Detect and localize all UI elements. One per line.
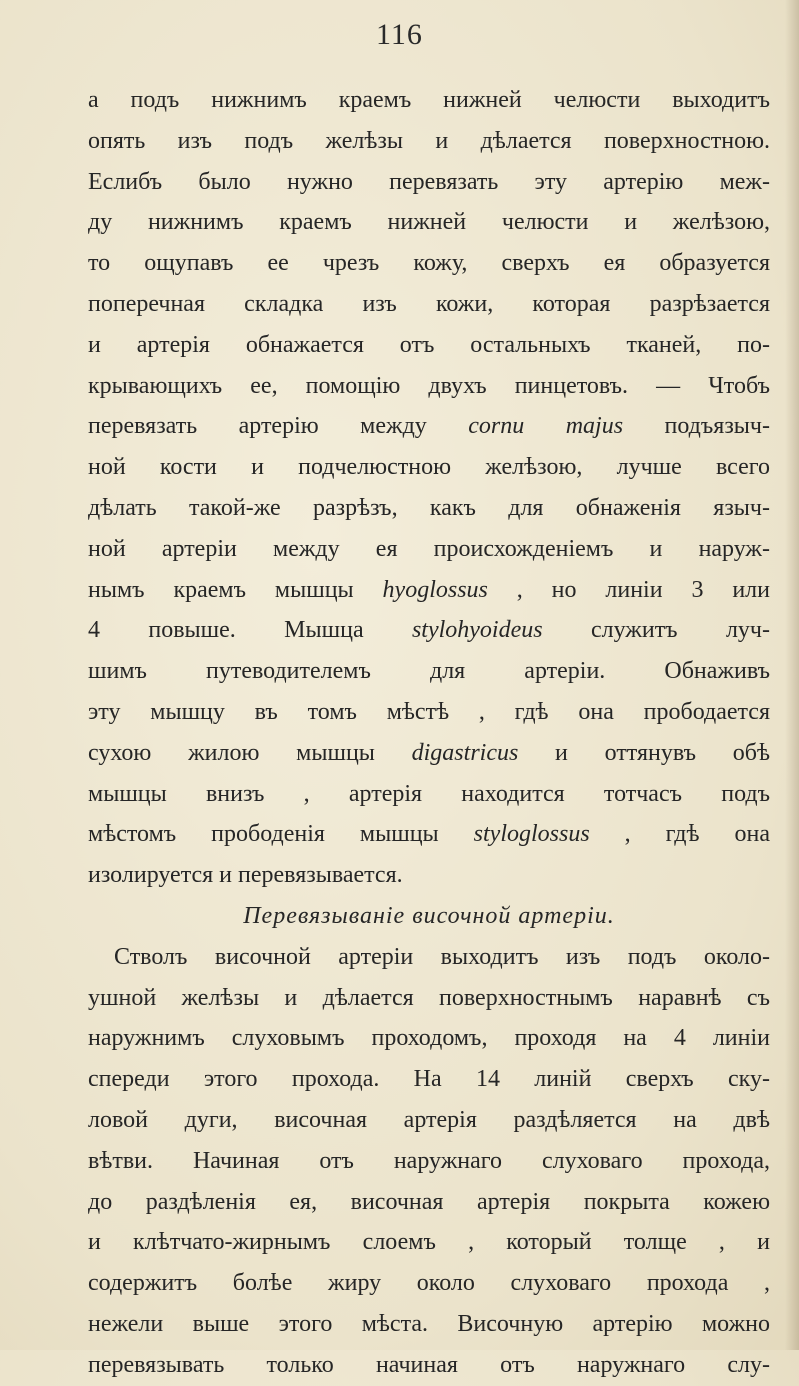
text-segment: а подъ нижнимъ краемъ нижней челюсти выходитъ (88, 87, 770, 113)
text-segment: ловой дуги, височная артерія раздѣляется на двѣ (88, 1106, 770, 1133)
text-segment: спереди этого прохода. На 14 линій сверхъ ску- (88, 1066, 770, 1093)
text-line (88, 447, 770, 488)
latin-term: styloglossus (473, 821, 590, 848)
page-number: 116 (376, 18, 423, 51)
text-segment: опять изъ подъ желѣзы и дѣлается поверхностною. (88, 127, 770, 154)
text-segment: сухою жилою мышцы (88, 739, 412, 766)
text-segment: подъязыч- (623, 413, 770, 440)
text-segment: то ощупавъ ее чрезъ кожу, сверхъ ея образуется (88, 250, 770, 277)
text-line (88, 243, 770, 284)
text-line (88, 570, 770, 611)
text-line (88, 325, 770, 366)
text-line (88, 733, 770, 774)
text-line (88, 529, 770, 570)
text-line (88, 488, 770, 529)
latin-term: stylohyoideus (411, 617, 543, 644)
text-line (88, 937, 770, 978)
text-line (88, 692, 770, 733)
text-segment: ушной желѣзы и дѣлается поверхностнымъ наравнѣ съ (88, 984, 770, 1011)
latin-term: digastricus (411, 739, 519, 766)
text-segment: 4 повыше. Мышца (88, 617, 412, 644)
text-line (88, 366, 770, 407)
text-line (88, 814, 770, 855)
text-segment: перевязать артерію между (88, 413, 469, 440)
text-segment: крывающихъ ее, помощію двухъ пинцетовъ. — Чтобъ (88, 372, 770, 399)
text-segment: служитъ луч- (542, 617, 770, 644)
text-segment: и клѣтчато-жирнымъ слоемъ , который толще , и (88, 1229, 770, 1256)
text-segment: эту мышцу въ томъ мѣстѣ , гдѣ она прободается (88, 698, 770, 725)
text-line (88, 1100, 770, 1141)
text-segment: и оттянувъ обѣ (518, 739, 770, 766)
text-segment: , но линіи 3 или (487, 576, 770, 603)
text-line (88, 651, 770, 692)
text-segment: Еслибъ было нужно перевязать эту артерію меж- (88, 168, 770, 195)
text-line (88, 978, 770, 1019)
text-segment: ной артеріи между ея происхожденіемъ и наруж- (88, 535, 770, 562)
text-line (88, 855, 770, 896)
text-segment: Стволъ височной артеріи выходитъ изъ подъ около- (114, 943, 770, 970)
text-segment: наружнимъ слуховымъ проходомъ, проходя на 4 линіи (88, 1025, 770, 1052)
page-gutter-shadow (785, 0, 799, 1350)
section-heading (88, 896, 770, 937)
latin-term: hyoglossus (382, 576, 488, 603)
text-line (88, 202, 770, 243)
text-line (88, 1018, 770, 1059)
text-segment: нымъ краемъ мышцы (88, 576, 383, 603)
text-segment: и артерія обнажается отъ остальныхъ тканей, по- (88, 331, 770, 358)
text-segment: изолируется и перевязывается. (88, 862, 403, 889)
text-segment: дѣлать такой-же разрѣзъ, какъ для обнаженія языч- (88, 494, 770, 521)
text-segment: ной кости и подчелюстною желѣзою, лучше всего (88, 454, 770, 481)
text-segment: нежели выше этого мѣста. Височную артерію можно (88, 1310, 770, 1337)
body-text (88, 80, 770, 1386)
text-line (88, 1304, 770, 1345)
text-line (88, 610, 770, 651)
text-line (88, 1263, 770, 1304)
text-segment: шимъ путеводителемъ для артеріи. Обнаживъ (88, 658, 770, 685)
text-segment: мышцы внизъ , артерія находится тотчасъ подъ (88, 780, 770, 807)
text-segment: , гдѣ она (589, 821, 770, 848)
text-line (88, 80, 770, 121)
text-line (88, 121, 770, 162)
text-line (88, 1345, 770, 1386)
text-line (88, 774, 770, 815)
text-segment: Перевязываніе височной артеріи. (243, 902, 615, 929)
text-segment: перевязывать только начиная отъ наружнаго слу- (88, 1351, 770, 1378)
text-segment: мѣстомъ прободенія мышцы (88, 821, 474, 848)
text-line (88, 1222, 770, 1263)
text-line (88, 162, 770, 203)
latin-term: cornu majus (468, 413, 624, 440)
text-line (88, 1182, 770, 1223)
text-segment: ду нижнимъ краемъ нижней челюсти и желѣзою, (88, 209, 770, 236)
text-segment: вѣтви. Начиная отъ наружнаго слуховаго прохода, (88, 1147, 770, 1174)
text-segment: содержитъ болѣе жиру около слуховаго прохода , (88, 1270, 770, 1297)
text-line (88, 284, 770, 325)
text-segment: поперечная складка изъ кожи, которая разрѣзается (88, 290, 770, 317)
text-segment: до раздѣленія ея, височная артерія покрыта кожею (88, 1188, 770, 1215)
text-line (88, 1141, 770, 1182)
text-line (88, 1059, 770, 1100)
text-line (88, 406, 770, 447)
